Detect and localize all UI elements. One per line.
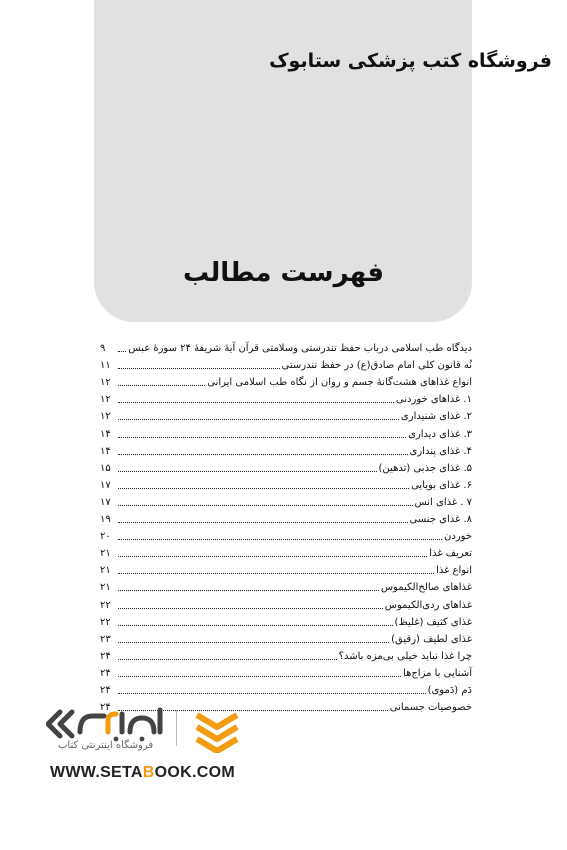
toc-leader-dots	[118, 351, 126, 352]
toc-leader-dots	[118, 368, 280, 369]
toc-entry-title: آشنایی با مزاج‌ها	[403, 667, 472, 679]
toc-leader-dots	[118, 539, 442, 540]
toc-entry-page: ۲۴	[100, 702, 111, 714]
toc-leader-dots	[118, 590, 379, 591]
toc-entry-page: ۱۲	[100, 377, 111, 389]
toc-entry	[100, 560, 472, 577]
toc-entry-page: ۲۱	[100, 548, 111, 560]
toc-entry	[100, 441, 472, 458]
toc-entry-page: ۲۳	[100, 633, 111, 645]
brand-divider	[176, 710, 177, 746]
toc-leader-dots	[118, 402, 394, 403]
toc-entry-page: ۱۱	[100, 360, 111, 372]
toc-entry-page: ۲۲	[100, 599, 111, 611]
toc-entry	[100, 355, 472, 372]
toc-entry-title: دیدگاه طب اسلامی درباب حفظ تندرستی وسلامتی قرآن آیهٔ شریفهٔ ۲۴ سورهٔ عبس	[128, 343, 472, 355]
toc-leader-dots	[118, 471, 377, 472]
toc-entry-title: ۴. غذای پنداری	[409, 445, 472, 457]
toc-entry-title: انواع غذا	[436, 565, 472, 577]
toc-entry-page: ۹	[100, 343, 106, 355]
toc-entry	[100, 526, 472, 543]
toc-entry-title: ۳. غذای دیداری	[408, 428, 472, 440]
toc-entry	[100, 406, 472, 423]
site-url-prefix: WWW.SETA	[50, 764, 143, 781]
site-url-suffix: OOK.COM	[154, 764, 235, 781]
site-url-accent: B	[142, 764, 155, 781]
toc-entry-page: ۱۲	[100, 394, 111, 406]
toc-entry-page: ۱۴	[100, 445, 111, 457]
toc-entry	[100, 509, 472, 526]
toc-heading-text: فهرست مطالب	[183, 258, 384, 288]
toc-leader-dots	[118, 522, 408, 523]
toc-leader-dots	[118, 659, 337, 660]
toc-entry-title: ۱. غذاهای خوردنی	[395, 394, 472, 406]
toc-entry	[100, 475, 472, 492]
toc-entry	[100, 338, 472, 355]
toc-entry-title: دَم (دَموی)	[427, 684, 472, 696]
toc-entry-title: خصوصیات جسمانی	[389, 702, 472, 714]
toc-entry-title: ۲. غذای شنیداری	[400, 411, 472, 423]
toc-entry-title: ۵. غذای جذبی (تدهین)	[378, 462, 472, 474]
toc-entry	[100, 458, 472, 475]
toc-entry-title: نُه قانون کلی امام صادق(ع) در حفظ تندرستی	[281, 360, 472, 372]
toc-entry-page: ۱۵	[100, 462, 111, 474]
stacked-books-logo	[195, 709, 239, 753]
toc-leader-dots	[118, 693, 426, 694]
toc-entry	[100, 543, 472, 560]
toc-entry	[100, 612, 472, 629]
toc-heading	[0, 258, 567, 288]
toc-entry-title: خوردن	[444, 531, 472, 543]
toc-entry-page: ۲۴	[100, 667, 111, 679]
toc-entry	[100, 663, 472, 680]
toc-leader-dots	[118, 625, 393, 626]
toc-entry-title: انواع غذاهای هشت‌گانهٔ جسم و روان از نگاه طب اسلامی ایرانی	[207, 377, 472, 389]
toc-leader-dots	[118, 556, 427, 557]
table-of-contents	[100, 338, 472, 714]
toc-entry-title: ۸. غذای جنسی	[409, 514, 472, 526]
toc-entry-title: غذاهای ردی‌الکیموس	[384, 599, 472, 611]
toc-entry	[100, 629, 472, 646]
toc-entry-page: ۱۷	[100, 496, 111, 508]
toc-entry	[100, 577, 472, 594]
toc-entry	[100, 492, 472, 509]
toc-leader-dots	[118, 573, 434, 574]
toc-entry-page: ۲۱	[100, 565, 111, 577]
site-url	[50, 764, 235, 782]
toc-entry-page: ۲۴	[100, 684, 111, 696]
toc-entry	[100, 372, 472, 389]
toc-leader-dots	[118, 454, 408, 455]
toc-entry-page: ۲۰	[100, 531, 111, 543]
toc-entry-page: ۱۲	[100, 411, 111, 423]
toc-entry-title: غذاهای صالح‌الکیموس	[380, 582, 472, 594]
toc-entry-title: غذای کثیف (غلیظ)	[394, 616, 472, 628]
toc-entry-page: ۲۱	[100, 582, 111, 594]
toc-entry-title: ۷ . غذای انس	[414, 496, 472, 508]
toc-leader-dots	[118, 419, 399, 420]
toc-entry-page: ۱۷	[100, 479, 111, 491]
toc-entry	[100, 423, 472, 440]
toc-leader-dots	[118, 385, 205, 386]
toc-entry-title: ۶. غذای بویایی	[411, 479, 472, 491]
toc-entry	[100, 680, 472, 697]
toc-entry	[100, 594, 472, 611]
toc-entry-page: ۲۲	[100, 616, 111, 628]
toc-leader-dots	[118, 608, 383, 609]
toc-entry-page: ۱۹	[100, 514, 111, 526]
toc-entry-title: غذای لطیف (رقیق)	[391, 633, 472, 645]
toc-leader-dots	[118, 642, 389, 643]
toc-leader-dots	[118, 488, 409, 489]
toc-entry-page: ۲۴	[100, 650, 111, 662]
toc-entry	[100, 389, 472, 406]
toc-entry-title: چرا غذا نباید خیلی بی‌مزه باشد؟	[338, 650, 472, 662]
toc-leader-dots	[118, 676, 401, 677]
toc-entry	[100, 646, 472, 663]
toc-leader-dots	[118, 437, 406, 438]
toc-entry-title: تعریف غذا	[429, 548, 472, 560]
toc-leader-dots	[118, 505, 413, 506]
toc-entry-page: ۱۴	[100, 428, 111, 440]
brand-subtitle: فروشگاه اینترنتی کتاب	[58, 740, 154, 751]
store-title: فروشگاه کتب پزشکی ستابوک	[269, 50, 552, 72]
